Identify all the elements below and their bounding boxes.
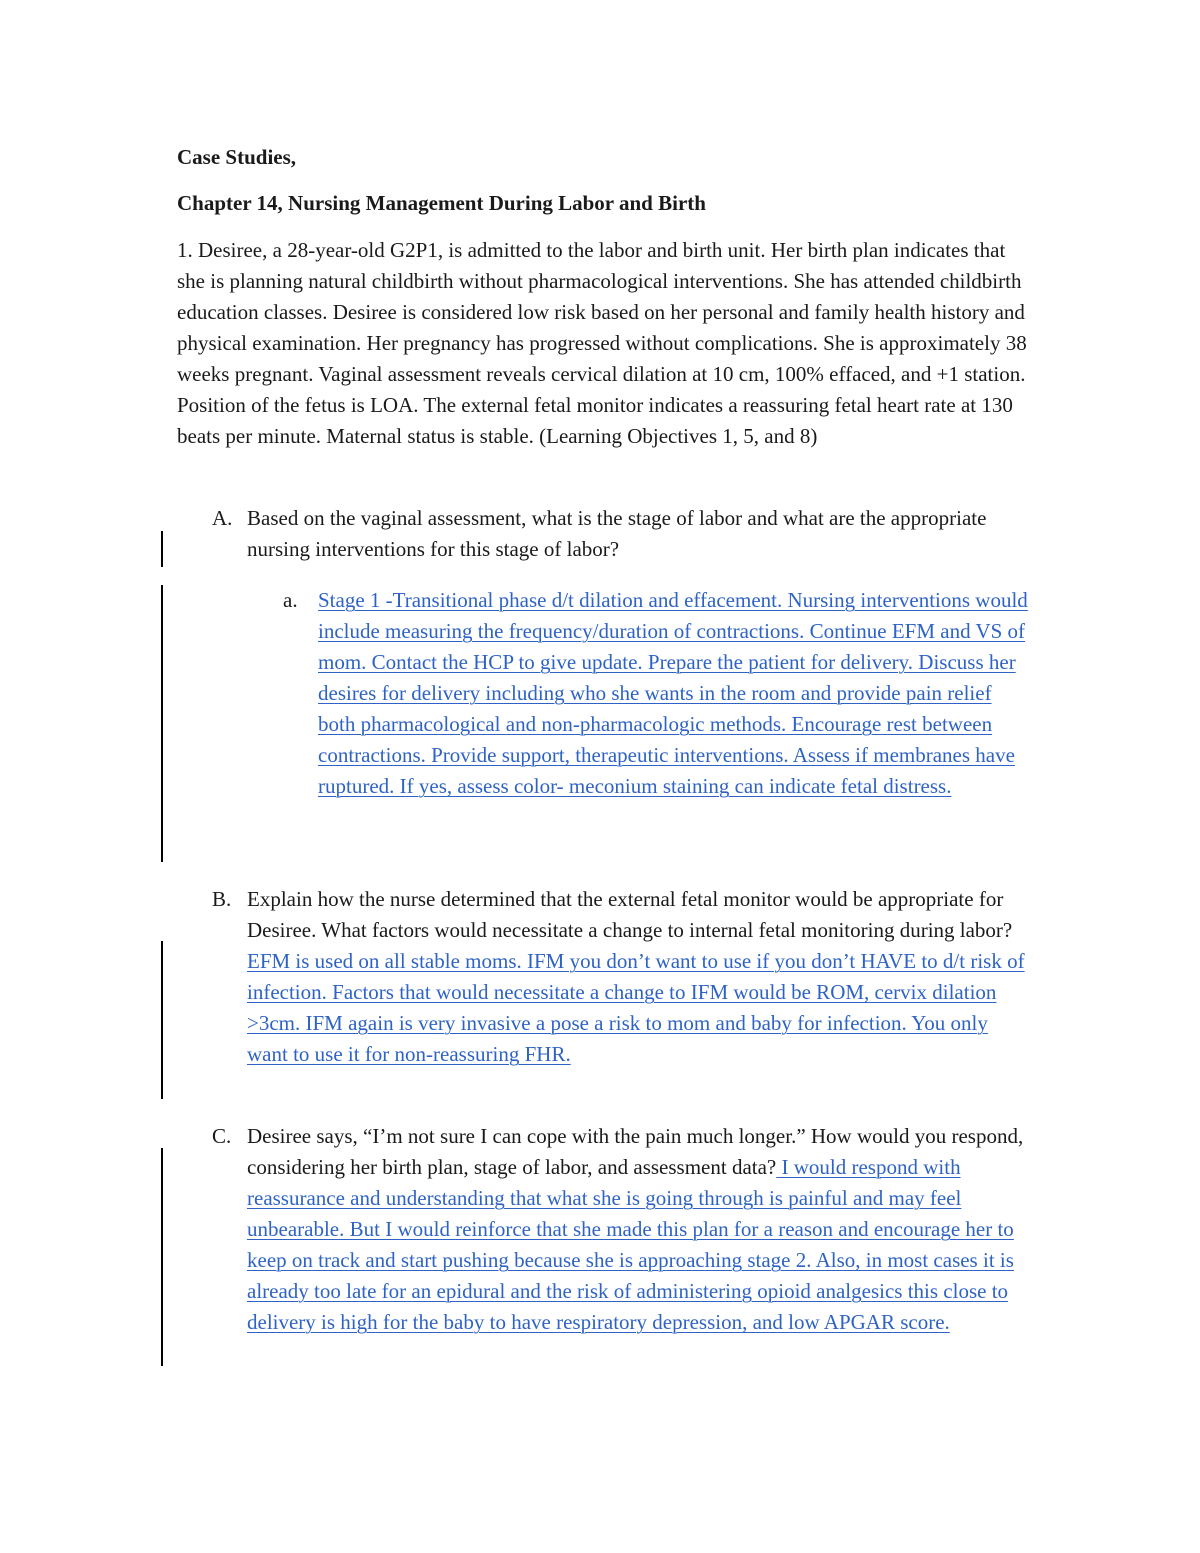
question-c-text: Desiree says, “I’m not sure I can cope with the pain much longer.” How would you respond, considering her birth plan, stage of labor, and assessment data?: [247, 1124, 1024, 1179]
question-a-text: Based on the vaginal assessment, what is the stage of labor and what are the appropriate nursing interventions for this stage of labor?: [247, 506, 987, 561]
question-a-letter: A.: [212, 506, 233, 530]
change-bar-a-answer: [161, 585, 163, 862]
question-b-letter: B.: [212, 887, 232, 911]
question-b-text: Explain how the nurse determined that the external fetal monitor would be appropriate for Desiree. What factors would necessitate a change to internal fetal monitoring during labor?: [247, 887, 1013, 942]
answer-a-letter: a.: [283, 588, 298, 612]
change-bar-c: [161, 1148, 163, 1366]
answer-c-text: I would respond with reassurance and understanding that what she is going through is painful and may feel unbearable. But I would reinforce that she made this plan for a reason and encourage her to keep on track and start pushing because she is approaching stage 2. Also, in most cases it is already too late for an epidural and the risk of administering opioid analgesics this close to delivery is high for the baby to have respiratory depression, and low APGAR score.: [247, 1155, 1014, 1334]
case-intro-paragraph: 1. Desiree, a 28-year-old G2P1, is admitted to the labor and birth unit. Her birth plan indicates that she is planning natural childbirth without pharmacological interventions. She has attended childbirth education classes. Desiree is considered low risk based on her personal and family health history and physical examination. Her pregnancy has progressed without complications. She is approximately 38 weeks pregnant. Vaginal assessment reveals cervical dilation at 10 cm, 100% effaced, and +1 station. Position of the fetus is LOA. The external fetal monitor indicates a reassuring fetal heart rate at 130 beats per minute. Maternal status is stable. (Learning Objectives 1, 5, and 8): [177, 238, 1027, 448]
document-title: Case Studies,: [177, 145, 297, 169]
question-c-block: [247, 1121, 1032, 1338]
question-b-block: [247, 884, 1032, 1070]
question-c-letter: C.: [212, 1124, 232, 1148]
change-bar-a-question: [161, 531, 163, 567]
answer-a-text: Stage 1 -Transitional phase d/t dilation and effacement. Nursing interventions would include measuring the frequency/duration of contractions. Continue EFM and VS of mom. Contact the HCP to give update. Prepare the patient for delivery. Discuss her desires for delivery including who she wants in the room and provide pain relief both pharmacological and non-pharmacologic methods. Encourage rest between contractions. Provide support, therapeutic interventions. Assess if membranes have ruptured. If yes, assess color- meconium staining can indicate fetal distress.: [318, 588, 1028, 798]
chapter-heading: Chapter 14, Nursing Management During Labor and Birth: [177, 191, 706, 215]
change-bar-b: [161, 941, 163, 1099]
answer-b-text: EFM is used on all stable moms. IFM you don’t want to use if you don’t HAVE to d/t risk of infection. Factors that would necessitate a change to IFM would be ROM, cervix dilation >3cm. IFM again is very invasive a pose a risk to mom and baby for infection. You only want to use it for non-reassuring FHR.: [247, 949, 1025, 1066]
